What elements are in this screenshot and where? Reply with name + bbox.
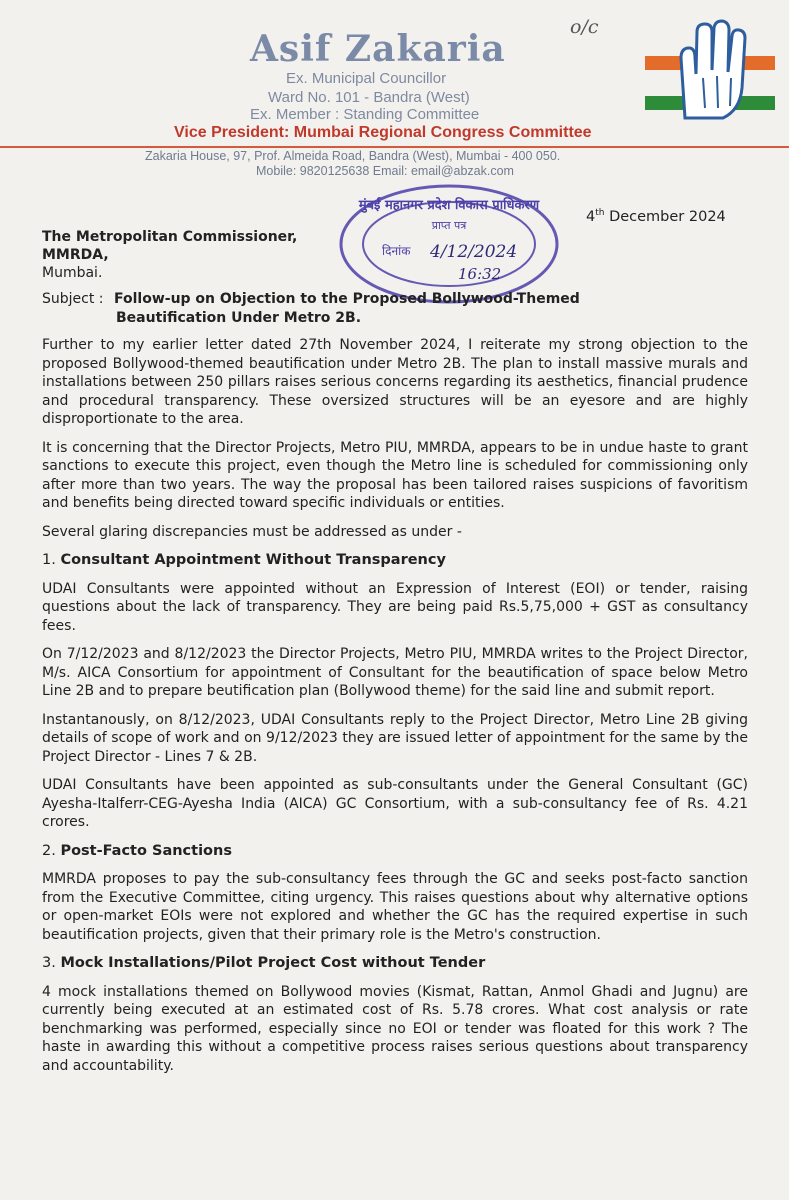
letterhead-title: Ex. Municipal Councillor	[286, 70, 447, 87]
letter-body	[42, 336, 748, 1085]
body-paragraph-7: UDAI Consultants have been appointed as sub-consultants under the General Consultant (GC) Ayesha-Italferr-CEG-Ayesha India (AICA) GC Consortium, with a sub-consultancy fee of Rs. 4.21 crores.	[42, 777, 748, 830]
stamp-org-text: मुंबई महानगर प्रदेश विकास प्राधिकरण	[358, 198, 540, 213]
congress-hand-logo-icon	[645, 18, 775, 128]
body-paragraph-6: Instantanously, on 8/12/2023, UDAI Consultants reply to the Project Director, Metro Line 2B giving details of scope of work and on 9/12/2023 they are issued letter of appointment for the same by the Project Director - Lines 7 & 2B.	[42, 711, 748, 765]
stamp-date-value: 4/12/2024	[430, 242, 518, 262]
stamp-time-value: 16:32	[458, 265, 502, 283]
subject-block	[42, 290, 580, 328]
letterhead-contact: Mobile: 9820125638 Email: email@abzak.com	[256, 164, 514, 178]
body-paragraph-4: UDAI Consultants were appointed without an Expression of Interest (EOI) or tender, raising questions about the lack of transparency. They are being paid Rs.5,75,000 + GST as consultancy fees.	[42, 580, 748, 634]
handwritten-note: o/c	[570, 16, 599, 38]
section-heading-1	[42, 551, 748, 570]
section-title-2: Post-Facto Sanctions	[60, 842, 232, 859]
body-paragraph-3: Several glaring discrepancies must be addressed as under -	[42, 523, 462, 540]
letter-date	[586, 208, 726, 225]
letterhead-address: Zakaria House, 97, Prof. Almeida Road, Bandra (West), Mumbai - 400 050.	[145, 149, 561, 163]
section-number-2: 2.	[42, 842, 61, 859]
date-rest: December 2024	[604, 208, 726, 225]
section-number-1: 1.	[42, 552, 61, 568]
date-day: 4	[586, 208, 596, 225]
letterhead	[0, 0, 789, 185]
recipient-line-1: The Metropolitan Commissioner,	[42, 229, 298, 245]
body-paragraph-5: On 7/12/2023 and 8/12/2023 the Director Projects, Metro PIU, MMRDA writes to the Project Director, M/s. AICA Consortium for appointment of Consultant for the beautification of space below Metro Line 2B and to prepare beutification plan (Bollywood theme) for the said line and submit report.	[42, 646, 748, 699]
letterhead-ward: Ward No. 101 - Bandra (West)	[268, 89, 470, 106]
section-title-3: Mock Installations/Pilot Project Cost without Tender	[60, 955, 486, 971]
letterhead-divider	[0, 146, 789, 148]
subject-label: Subject :	[42, 291, 104, 307]
body-paragraph-1: Further to my earlier letter dated 27th November 2024, I reiterate my strong objection to the proposed Bollywood-themed beautification under Metro 2B. The plan to install massive murals and installations between 250 pillars raises serious concerns regarding its aesthetics, financial prudence and procedural transparency. These oversized structures will be an eyesore and are highly disproportionate to the area.	[42, 337, 748, 427]
section-heading-2	[42, 842, 748, 861]
recipient-line-3: Mumbai.	[42, 265, 103, 281]
received-stamp	[338, 183, 560, 305]
section-number-3: 3.	[42, 955, 61, 971]
date-suffix: th	[595, 208, 605, 218]
section-title-1: Consultant Appointment Without Transparency	[60, 552, 446, 568]
letterhead-vice-president: Vice President: Mumbai Regional Congress Committee	[174, 124, 592, 141]
stamp-date-label: दिनांक	[382, 244, 411, 258]
letterhead-member: Ex. Member : Standing Committee	[250, 106, 480, 123]
subject-line-2: Beautification Under Metro 2B.	[116, 310, 362, 326]
body-paragraph-9: 4 mock installations themed on Bollywood movies (Kismat, Rattan, Anmol Ghadi and Jugnu) are currently being executed at an estimated cost of Rs. 5.78 crores. What cost analysis or rate benchmarking was performed, especially since no EOI or tender was floated for this work ? The haste in awarding this without a competitive process raises serious questions about transparency and accountability.	[42, 983, 748, 1074]
letterhead-name: Asif Zakaria	[250, 28, 506, 70]
body-paragraph-8: MMRDA proposes to pay the sub-consultancy fees through the GC and seeks post-facto sanction from the Executive Committee, citing urgency. This raises questions about why alternative options or open-market EOIs were not explored and whether the GC has the required expertise in such beautification projects, given that their primary role is the Metro's construction.	[42, 871, 748, 943]
stamp-received-text: प्राप्त पत्र	[431, 219, 467, 232]
recipient-line-2: MMRDA,	[42, 247, 109, 263]
section-heading-3	[42, 954, 748, 973]
subject-line-1: Follow-up on Objection to the Proposed Bollywood-Themed	[114, 291, 580, 307]
recipient-address	[42, 228, 297, 282]
body-paragraph-2: It is concerning that the Director Projects, Metro PIU, MMRDA, appears to be in undue haste to grant sanctions to execute this project, even though the Metro line is scheduled for commissioning only after more than two years. The way the proposal has been tailored raises suspicions of favoritism and benefits being directed toward specific individuals or entities.	[42, 439, 748, 511]
